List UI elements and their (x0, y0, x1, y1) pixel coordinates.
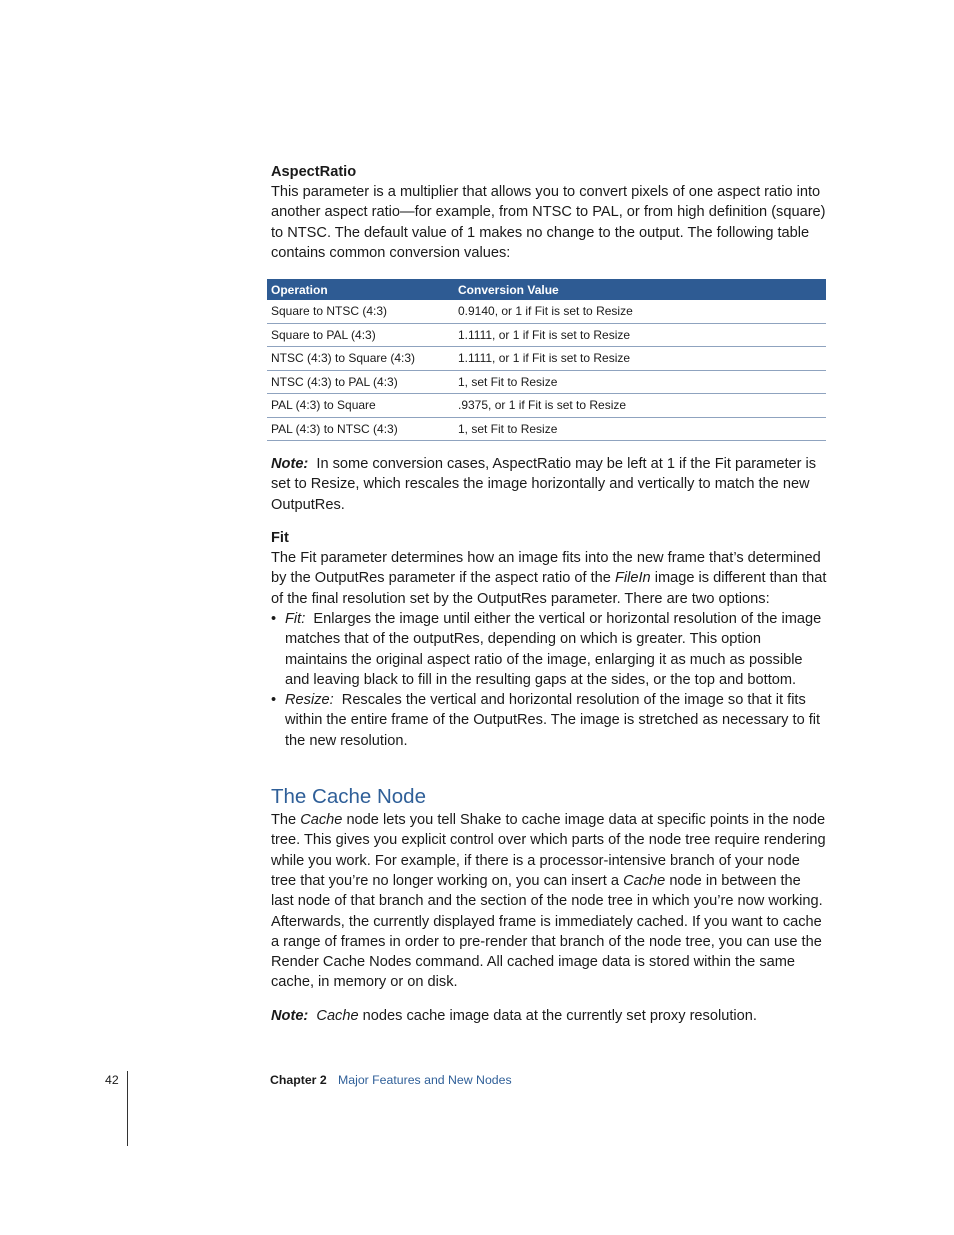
note-text: In some conversion cases, AspectRatio may be left at 1 if the Fit parameter is set to Resize, which rescales the image horizontally and vertically to match the new OutputRes. (271, 456, 817, 513)
option-text: Rescales the vertical and horizontal resolution of the image so that it fits within the entire frame of the OutputRes. The image is stretched as necessary to fit the new resolution. (285, 692, 821, 749)
table-cell: 0.9140, or 1 if Fit is set to Resize (454, 300, 826, 323)
fit-heading: Fit (271, 530, 289, 547)
bullet-icon: • (271, 610, 277, 627)
cache-text-3: node in between the last node of that branch and the section of the node tree in which you’re now working. Afterwards, the currently displayed frame is immediately cached. If you want to cache a range of frames in order to pre-render that branch of the node tree, you can use the Render Cache Nodes command. All cached image data is stored within the same cache, in memory or on disk. (271, 872, 823, 991)
cache-term: Cache (316, 1007, 359, 1024)
note-label: Note: (271, 456, 309, 473)
fit-text-b: image is different than that of the final resolution set by the OutputRes parameter. There are two options: (271, 570, 827, 607)
note-text: nodes cache image data at the currently set proxy resolution. (358, 1007, 757, 1024)
section-title: The Cache Node (271, 785, 426, 809)
cache-term: Cache (300, 812, 343, 829)
table-cell: .9375, or 1 if Fit is set to Resize (454, 394, 826, 418)
table-cell: 1, set Fit to Resize (454, 417, 826, 441)
table-cell: NTSC (4:3) to Square (4:3) (267, 347, 454, 371)
aspectratio-description: This parameter is a multiplier that allows you to convert pixels of one aspect ratio into another aspect ratio—for example, from NTSC to PAL, or from high definition (square) to NTSC. The default value of 1 makes no change to the output. The following table contains common conversion values: (271, 184, 826, 261)
note-aspectratio (271, 454, 827, 515)
table-cell: PAL (4:3) to Square (267, 394, 454, 418)
note-cache (271, 1006, 827, 1026)
table-cell: NTSC (4:3) to PAL (4:3) (267, 370, 454, 394)
cache-term: Cache (623, 872, 666, 889)
aspectratio-heading: AspectRatio (271, 164, 357, 180)
table-row (267, 394, 826, 418)
option-text: Enlarges the image until either the vertical or horizontal resolution of the image matches that of the outputRes, depending on which is greater. This option maintains the original aspect ratio of the image, enlarging it as much as possible and leaving black to fill in the resulting gaps at the sides, or the top and bottom. (285, 610, 822, 688)
table-cell: Square to NTSC (4:3) (267, 300, 454, 323)
column-header-operation: Operation (267, 279, 454, 300)
column-header-conversion-value: Conversion Value (454, 279, 826, 300)
page-number: 42 (105, 1073, 119, 1087)
option-term: Resize: (285, 692, 334, 709)
table-row (267, 417, 826, 441)
fit-text-a: The Fit parameter determines how an image fits into the new frame that’s determined by the OutputRes parameter if the aspect ratio of the (271, 550, 821, 587)
fit-description (271, 548, 827, 609)
table-row (267, 347, 826, 371)
cache-description (271, 810, 827, 993)
note-label: Note: (271, 1007, 309, 1024)
table-header-row (267, 279, 826, 300)
chapter-title: Major Features and New Nodes (338, 1073, 512, 1087)
table-cell: 1.1111, or 1 if Fit is set to Resize (454, 347, 826, 371)
table-cell: Square to PAL (4:3) (267, 323, 454, 347)
table-row (267, 323, 826, 347)
cache-text-1: The (271, 812, 301, 829)
list-item (271, 690, 827, 751)
filein-term: FileIn (614, 570, 651, 587)
conversion-table (267, 279, 826, 441)
table-cell: 1.1111, or 1 if Fit is set to Resize (454, 323, 826, 347)
bullet-icon: • (271, 692, 277, 709)
list-item (271, 609, 827, 690)
table-row (267, 370, 826, 394)
table-cell: PAL (4:3) to NTSC (4:3) (267, 417, 454, 441)
footer-divider (127, 1071, 128, 1146)
option-term: Fit: (285, 610, 306, 627)
table-cell: 1, set Fit to Resize (454, 370, 826, 394)
chapter-label: Chapter 2 (270, 1073, 327, 1087)
cache-text-2: node lets you tell Shake to cache image data at specific points in the node tree. This gives you explicit control over which parts of the node tree require rendering while you work. For example, if there is a processor-intensive branch of your node tree that you’re no longer working on, you can insert a (271, 812, 826, 889)
page-content (271, 162, 827, 1026)
table-row (267, 300, 826, 323)
fit-options-list (271, 609, 827, 751)
